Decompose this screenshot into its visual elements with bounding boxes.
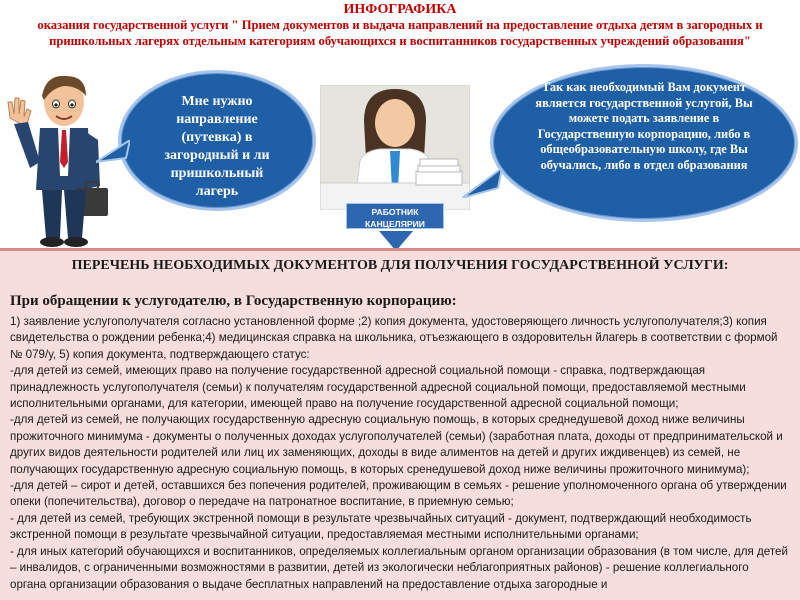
documents-paragraph: - для детей из семей, требующих экстренной помощи в результате чрезвычайных ситуаций - документ, подтверждающий необходимость экстренной помощи в результате чрезвычайной ситуации, предоставляемая местными исполнительными органами; <box>10 511 752 542</box>
speech-bubble-request-text: Мне нужно направление (путевка) в загородный и ли пришкольный лагерь <box>164 94 270 199</box>
documents-paragraph: - для иных категорий обучающихся и воспитанников, определяемых коллегиальным органом организации образования (в том числе, для детей – инвалидов, с ограниченными возможностями в развитии, детей из экологически неблагоприятных районов) - решение коллегиального органа организации образования о выдаче бесплатных направлений на предоставление отдыха загородные и <box>10 544 788 591</box>
documents-panel-subtitle: При обращении к услугодателю, в Государственную корпорацию: <box>10 293 457 309</box>
speech-bubble-request <box>118 70 316 211</box>
speech-bubble-answer <box>490 64 798 222</box>
documents-paragraph: 1) заявление услугополучателя согласно установленной форме ;2) копия документа, удостоверяющего личность услугополучателя;3) копия свидетельства о рождении ребенка;4) медицинская справка на школьника, отъезжающего в оздоровительн йлагерь в соответствии с формой № 079/у, 5) копия документа, подтверждающего статус: <box>10 315 778 361</box>
infographic-title: ИНФОГРАФИКА <box>343 2 457 17</box>
man-with-briefcase-illustration <box>6 66 110 248</box>
documents-list <box>10 314 788 593</box>
documents-panel <box>0 248 800 600</box>
documents-paragraph: -для детей – сирот и детей, оставшихся без попечения родителей, проживающим в семьях - решение уполномоченного органа об утверждении опеки (попечительства), договор о передаче на патронатное воспитание, в приемную семью; <box>10 479 787 509</box>
speech-bubble-answer-text: Так как необходимый Вам документ является государственной услугой, Вы можете подать заявление в Государственную корпорацию, либо в общеобразовательную школу, где Вы обучались, либо в отдел образования <box>535 80 753 172</box>
documents-paragraph: -для детей из семей, имеющих право на получение государственной адресной социальной помощи - справка, подтверждающая принадлежность услугополучателя (семьи) к получателям государственной адресной социальной помощи, предоставляемой местными исполнительными органами, для категории, имеющей право на получение государственной адресной социальной помощи; <box>10 364 746 411</box>
infographic-subtitle: оказания государственной услуги " Прием документов и выдача направлений на предоставление отдыха детям в загородных и пришкольных лагерях отдельным категориям обучающихся и воспитанников государственных учреждений образования" <box>37 18 763 48</box>
documents-paragraph: -для детей из семей, не получающих государственную адресную социальную помощь, в которых среднедушевой доход ниже величины прожиточного минимума - документы о полученных доходах услугополучателей (семьи) (заработная плата, доходы от предпринимательской и других видов деятельности родителей или лиц их заменяющих, доходы в виде алиментов на детей и других иждивенцев) из семей, не получающих государственную адресную социальную помощь, в которых сренедушевой доход ниже величины прожиточного минимума); <box>10 413 783 476</box>
speech-bubble-answer-tail-icon <box>462 168 502 198</box>
speech-bubble-tail-icon <box>96 140 130 170</box>
office-worker-label: РАБОТНИК КАНЦЕЛЯРИИ <box>346 203 444 229</box>
documents-panel-title: ПЕРЕЧЕНЬ НЕОБХОДИМЫХ ДОКУМЕНТОВ ДЛЯ ПОЛУЧЕНИЯ ГОСУДАРСТВЕННОЙ УСЛУГИ: <box>71 258 729 273</box>
office-worker-illustration <box>320 85 470 210</box>
document-stack-icon <box>416 159 462 185</box>
infographic-header <box>0 0 800 70</box>
